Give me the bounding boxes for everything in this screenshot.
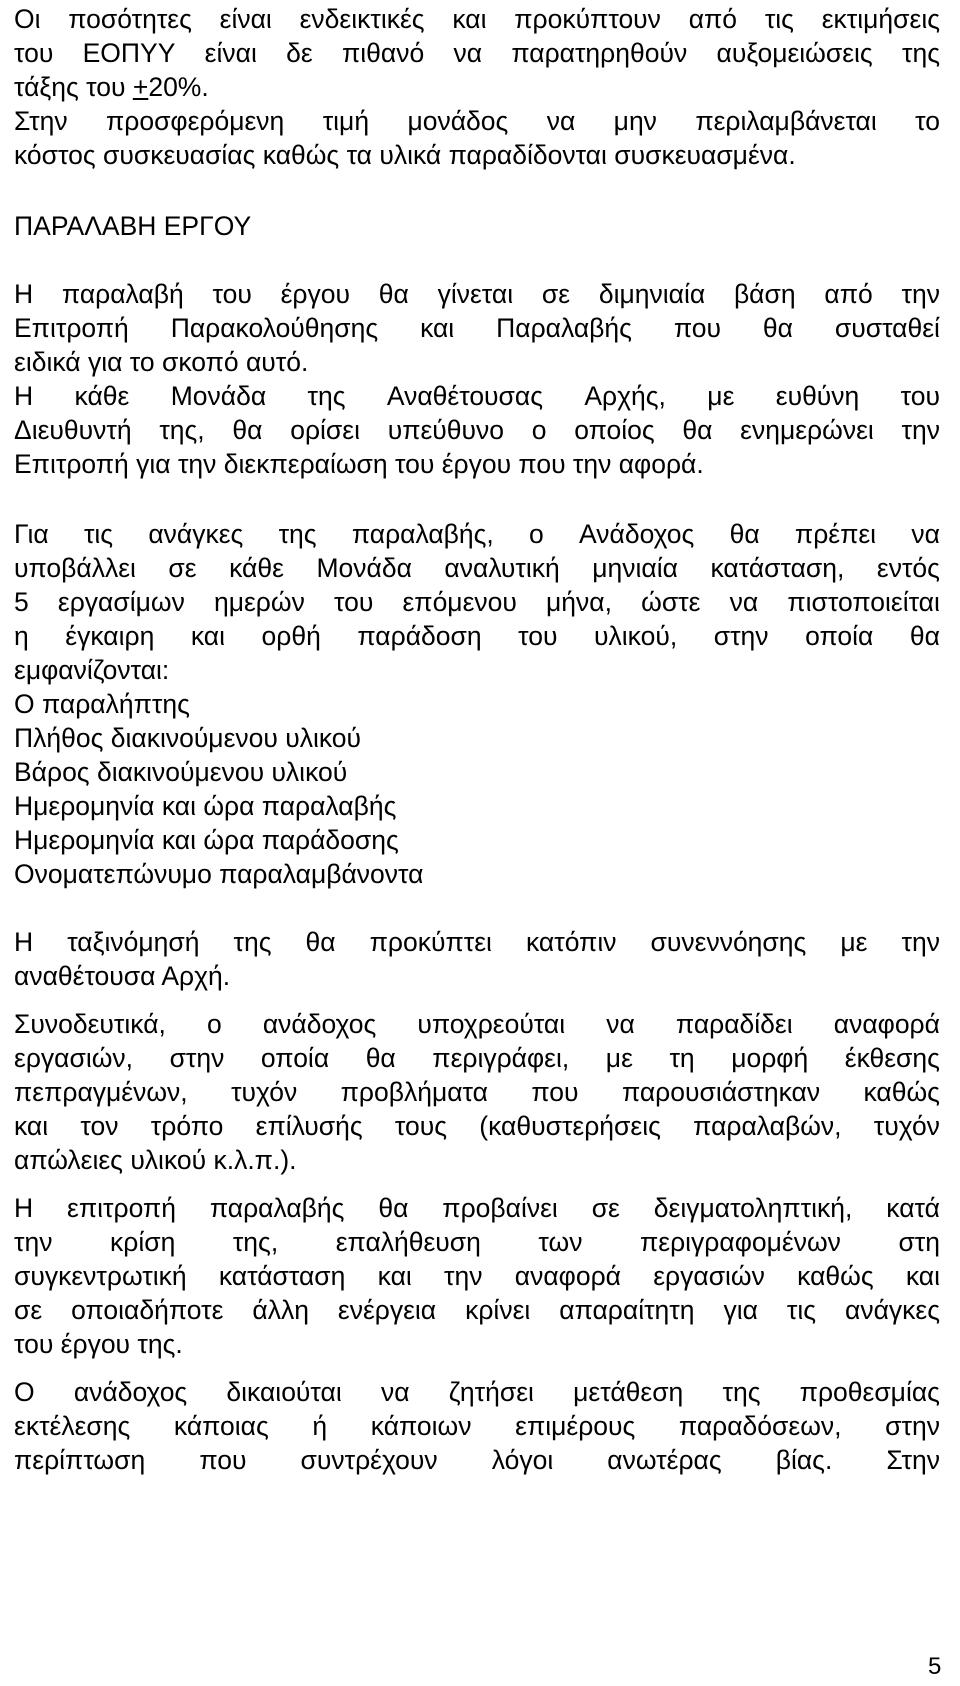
paragraph-unit-line-3: Επιτροπή για την διεκπεραίωση του έργου που την αφορά. — [14, 449, 704, 479]
word: περιγράφει, — [432, 1043, 570, 1073]
paragraph-postpone-line-2 — [14, 1409, 940, 1443]
word: της — [722, 1377, 761, 1407]
word: ανωτέρας — [607, 1445, 722, 1475]
word: των — [538, 1227, 583, 1257]
word: περιγραφομένων — [640, 1227, 841, 1257]
word: παραλαβής, — [351, 519, 494, 549]
word: μορφή — [731, 1043, 809, 1073]
word: ορθή — [261, 621, 321, 651]
word: δικαιούται — [226, 1377, 342, 1407]
word: παραλαβή — [61, 279, 184, 309]
word: από — [824, 279, 873, 309]
paragraph-unit-line-2 — [14, 413, 940, 447]
word: υποβάλλει — [14, 553, 136, 583]
word: ΕΟΠΥΥ — [82, 38, 176, 68]
word: με — [707, 381, 735, 411]
word: παράδοση — [357, 621, 482, 651]
word: μετάθεση — [573, 1377, 684, 1407]
word: επιτροπή — [67, 1193, 176, 1223]
word: τον — [80, 1111, 119, 1141]
word: της — [278, 519, 317, 549]
word: αναφορά — [514, 1261, 621, 1291]
word: τιμή — [322, 106, 370, 136]
word: παρατηρηθούν — [511, 38, 688, 68]
word: Διευθυντή — [14, 415, 132, 445]
word: κατάσταση — [218, 1261, 346, 1291]
word: υποχρεούται — [417, 1009, 566, 1039]
paragraph-packaging-line-1 — [14, 104, 940, 138]
word: η — [14, 621, 29, 651]
word: την — [14, 1227, 53, 1257]
word: που — [531, 1077, 579, 1107]
word: συσταθεί — [834, 313, 940, 343]
list-item: Πλήθος διακινούμενου υλικού — [14, 723, 362, 753]
word: σε — [14, 1295, 43, 1325]
word: ενημερώνει — [740, 415, 874, 445]
paragraph-quantities-line-2 — [14, 36, 940, 70]
word: θα — [305, 927, 336, 957]
paragraph-report-line-4 — [14, 619, 940, 653]
paragraph-postpone-line-1 — [14, 1375, 940, 1409]
paragraph-report-line-5: εμφανίζονται: — [14, 655, 170, 685]
word: ενέργεια — [337, 1295, 437, 1325]
word: 5 — [14, 587, 29, 617]
word: με — [840, 927, 868, 957]
word: Η — [14, 1193, 34, 1223]
word: Μονάδα — [316, 553, 412, 583]
word: την — [444, 1261, 483, 1291]
word: για — [723, 1295, 758, 1325]
word: παραδόσεων, — [678, 1411, 842, 1441]
word: πρέπει — [794, 519, 877, 549]
word: ταξινόμησή — [67, 927, 200, 957]
word: του — [900, 381, 940, 411]
paragraph-sampling-line-4 — [14, 1293, 940, 1327]
word: στην — [713, 621, 769, 651]
word: της — [307, 381, 346, 411]
word: περίπτωση — [14, 1445, 146, 1475]
word: Η — [14, 381, 34, 411]
word: Η — [14, 927, 34, 957]
word: προκύπτουν — [514, 4, 661, 34]
word: του — [333, 587, 374, 617]
quantities-percent: 20%. — [148, 72, 209, 102]
word: θα — [378, 279, 409, 309]
word: εκτέλεσης — [14, 1411, 131, 1441]
word: κάποιας — [173, 1411, 269, 1441]
list-item: Ο παραλήπτης — [14, 689, 190, 719]
word: να — [453, 38, 483, 68]
paragraph-classification-line-2: αναθέτουσα Αρχή. — [14, 961, 231, 991]
word: καθώς — [863, 1077, 940, 1107]
word: παραλαβής — [209, 1193, 345, 1223]
word: θα — [729, 519, 760, 549]
word: κατάσταση, — [710, 553, 845, 583]
word: κρίνει — [465, 1295, 531, 1325]
word: ο — [207, 1009, 222, 1039]
word: και — [14, 1111, 49, 1141]
word: Ο — [14, 1377, 35, 1407]
word: Στην — [14, 106, 68, 136]
word: συνεννόησης — [650, 927, 807, 957]
paragraph-accompanying-line-5: απώλειες υλικού κ.λ.π.). — [14, 1145, 297, 1175]
word: σε — [168, 553, 197, 583]
word: ανάγκες — [148, 519, 244, 549]
word: ευθύνη — [775, 381, 860, 411]
word: προκύπτει — [369, 927, 492, 957]
word: επιμέρους — [515, 1411, 636, 1441]
paragraph-report-line-1 — [14, 517, 940, 551]
word: την — [901, 279, 940, 309]
word: ημερών — [213, 587, 305, 617]
word: επίλυσής — [255, 1111, 363, 1141]
paragraph-sampling-line-3 — [14, 1259, 940, 1293]
word: Στην — [886, 1445, 940, 1475]
word: μονάδος — [407, 106, 509, 136]
word: της — [901, 38, 940, 68]
word: της — [233, 927, 272, 957]
paragraph-unit-line-1 — [14, 379, 940, 413]
paragraph-accompanying-line-1 — [14, 1007, 940, 1041]
word: ο — [529, 519, 544, 549]
word: κάθε — [74, 381, 130, 411]
word: αναλυτική — [444, 553, 560, 583]
list-item: Ημερομηνία και ώρα παράδοσης — [14, 825, 399, 855]
word: της, — [159, 415, 205, 445]
word: καθώς — [797, 1261, 874, 1291]
word: έγκαιρη — [65, 621, 155, 651]
word: θα — [365, 1043, 396, 1073]
word: που — [673, 313, 721, 343]
word: οποιαδήποτε — [71, 1295, 224, 1325]
word: Μονάδα — [170, 381, 267, 411]
word: την — [901, 415, 940, 445]
word: αυξομειώσεις — [716, 38, 873, 68]
word: ώστε — [641, 587, 701, 617]
word: στην — [885, 1411, 940, 1441]
word: βίας. — [775, 1445, 833, 1475]
paragraph-postpone-line-3 — [14, 1443, 940, 1477]
word: και — [905, 1261, 940, 1291]
word: από — [688, 4, 738, 34]
paragraph-committee-line-1 — [14, 277, 940, 311]
word: μην — [613, 106, 657, 136]
word: και — [420, 313, 455, 343]
word: θα — [232, 415, 263, 445]
word: και — [377, 1261, 412, 1291]
word: άλλη — [252, 1295, 309, 1325]
word: με — [605, 1043, 633, 1073]
word: οποία — [260, 1043, 330, 1073]
word: πιστοποιείται — [787, 587, 940, 617]
word: περιλαμβάνεται — [695, 106, 877, 136]
word: σε — [591, 1193, 620, 1223]
word: μηνιαία — [592, 553, 678, 583]
word: εργασίμων — [57, 587, 185, 617]
paragraph-sampling-line-1 — [14, 1191, 940, 1225]
word: κρίση — [110, 1227, 176, 1257]
word: Παρακολούθησης — [170, 313, 379, 343]
word: θα — [762, 313, 793, 343]
paragraph-committee-line-3: ειδικά για το σκοπό αυτό. — [14, 347, 309, 377]
word: πιθανό — [341, 38, 425, 68]
paragraph-quantities-line-3 — [14, 70, 940, 104]
word: και — [452, 4, 487, 34]
word: θα — [682, 415, 713, 445]
word: Επιτροπή — [14, 313, 129, 343]
word: αναφορά — [833, 1009, 940, 1039]
word: έργου — [280, 279, 350, 309]
section-heading: ΠΑΡΑΛΑΒΗ ΕΡΓΟΥ — [14, 211, 252, 241]
word: λόγοι — [491, 1445, 554, 1475]
page-number: 5 — [928, 1653, 942, 1680]
word: επόμενου — [402, 587, 517, 617]
plus-minus-sign: + — [132, 72, 149, 102]
word: ανάδοχος — [73, 1377, 188, 1407]
word: βάση — [733, 279, 796, 309]
word: ο — [531, 415, 547, 445]
word: μήνα, — [546, 587, 612, 617]
word: κάποιων — [370, 1411, 472, 1441]
word: προβλήματα — [340, 1077, 488, 1107]
word: έκθεσης — [844, 1043, 940, 1073]
word: προθεσμίας — [799, 1377, 940, 1407]
word: απαραίτητη — [559, 1295, 695, 1325]
word: κατά — [886, 1193, 940, 1223]
list-item: Ονοματεπώνυμο παραλαμβάνοντα — [14, 859, 424, 889]
paragraph-accompanying-line-4 — [14, 1109, 940, 1143]
word: θα — [909, 621, 940, 651]
word: τρόπο — [150, 1111, 224, 1141]
word: υπεύθυνο — [387, 415, 505, 445]
word: να — [729, 587, 759, 617]
word: επαλήθευση — [335, 1227, 481, 1257]
word: τις — [764, 4, 794, 34]
word: το — [915, 106, 940, 136]
word: τυχόν — [873, 1111, 940, 1141]
paragraph-packaging-line-2: κόστος συσκευασίας καθώς τα υλικά παραδίδονται συσκευασμένα. — [14, 140, 796, 170]
word: προσφερόμενη — [105, 106, 285, 136]
word: εργασιών — [653, 1261, 765, 1291]
word: συντρέχουν — [300, 1445, 438, 1475]
word: υλικού, — [594, 621, 678, 651]
word: ανάδοχος — [262, 1009, 377, 1039]
word: ποσότητες — [68, 4, 192, 34]
paragraph-accompanying-line-3 — [14, 1075, 940, 1109]
paragraph-report-line-2 — [14, 551, 940, 585]
word: ζητήσει — [448, 1377, 534, 1407]
word: διμηνιαία — [598, 279, 706, 309]
word: της, — [232, 1227, 279, 1257]
word: συγκεντρωτική — [14, 1261, 187, 1291]
word: στην — [169, 1043, 225, 1073]
paragraph-committee-line-2 — [14, 311, 940, 345]
word: δε — [286, 38, 313, 68]
list-item: Ημερομηνία και ώρα παραλαβής — [14, 791, 397, 821]
word: την — [901, 927, 940, 957]
word: Αρχής, — [584, 381, 666, 411]
word: κάθε — [229, 553, 284, 583]
word: είναι — [219, 4, 272, 34]
word: ανάγκες — [845, 1295, 940, 1325]
word: Αναθέτουσας — [386, 381, 543, 411]
word: τις — [83, 519, 114, 549]
word: του — [518, 621, 558, 651]
word: που — [199, 1445, 247, 1475]
word: να — [606, 1009, 635, 1039]
word: παρουσιάστηκαν — [621, 1077, 821, 1107]
paragraph-sampling-line-5: του έργου της. — [14, 1329, 183, 1359]
word: εντός — [876, 553, 940, 583]
word: πεπραγμένων, — [14, 1077, 188, 1107]
word: τους — [394, 1111, 447, 1141]
word: οποίος — [574, 415, 655, 445]
word: Η — [14, 279, 34, 309]
paragraph-accompanying-line-2 — [14, 1041, 940, 1075]
word: Παραλαβής — [496, 313, 632, 343]
word: να — [546, 106, 576, 136]
paragraph-report-line-3 — [14, 585, 940, 619]
paragraph-quantities-line-1 — [14, 2, 940, 36]
word: παραλαβών, — [693, 1111, 842, 1141]
word: να — [911, 519, 940, 549]
word: εργασιών, — [14, 1043, 134, 1073]
word: σε — [541, 279, 571, 309]
word: παραδίδει — [675, 1009, 793, 1039]
word: στη — [898, 1227, 940, 1257]
word: ή — [312, 1411, 328, 1441]
word: ορίσει — [290, 415, 360, 445]
word: οποία — [805, 621, 874, 651]
word: προβαίνει — [442, 1193, 558, 1223]
word: να — [380, 1377, 410, 1407]
word: θα — [378, 1193, 409, 1223]
word: (καθυστερήσεις — [479, 1111, 661, 1141]
word: είναι — [204, 38, 257, 68]
word: κατόπιν — [525, 927, 617, 957]
paragraph-classification-line-1 — [14, 925, 940, 959]
word: γίνεται — [437, 279, 514, 309]
word: του — [14, 38, 54, 68]
word: τη — [669, 1043, 695, 1073]
word: τυχόν — [231, 1077, 298, 1107]
word: Οι — [14, 4, 41, 34]
word: δειγματοληπτική, — [653, 1193, 853, 1223]
quantities-prefix: τάξης του — [14, 72, 133, 102]
paragraph-sampling-line-2 — [14, 1225, 940, 1259]
list-item: Βάρος διακινούμενου υλικού — [14, 757, 348, 787]
word: Συνοδευτικά, — [14, 1009, 166, 1039]
word: Για — [14, 519, 49, 549]
word: του — [212, 279, 252, 309]
word: ενδεικτικές — [299, 4, 425, 34]
word: και — [190, 621, 225, 651]
word: Ανάδοχος — [579, 519, 695, 549]
word: τις — [786, 1295, 817, 1325]
word: εκτιμήσεις — [821, 4, 940, 34]
